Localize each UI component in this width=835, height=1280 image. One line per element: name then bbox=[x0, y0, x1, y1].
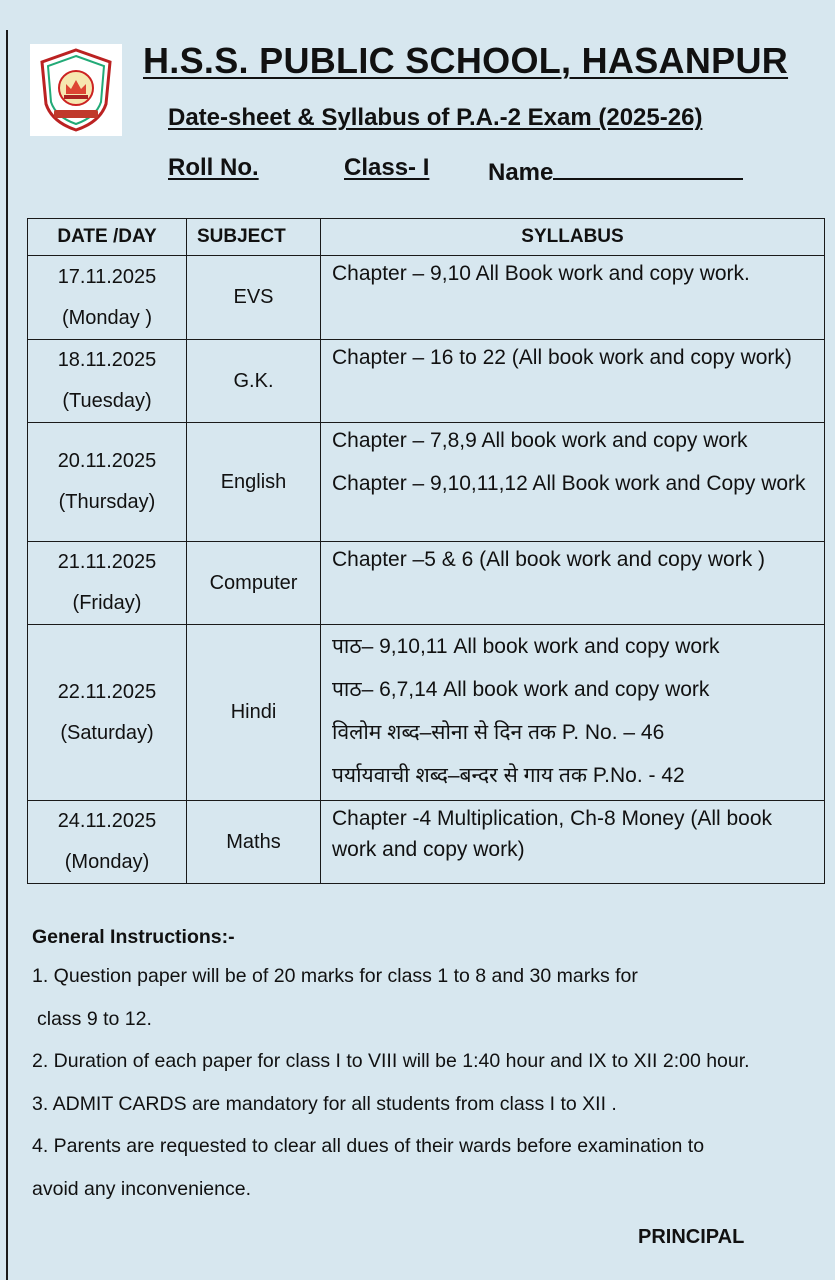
name-label: Name bbox=[488, 159, 554, 186]
exam-date: 17.11.2025 bbox=[57, 265, 157, 288]
instruction-item: avoid any inconvenience. bbox=[32, 1177, 251, 1200]
exam-date: 20.11.2025 bbox=[57, 450, 157, 472]
header-syllabus: SYLLABUS bbox=[321, 219, 825, 256]
syllabus-line: Chapter – 16 to 22 (All book work and copy work) bbox=[332, 346, 792, 369]
syllabus-cell bbox=[321, 625, 825, 801]
class-label: Class- I bbox=[344, 154, 430, 181]
instruction-item: 2. Duration of each paper for class I to VIII will be 1:40 hour and IX to XII 2:00 hour. bbox=[32, 1050, 750, 1072]
subject-cell: English bbox=[187, 423, 321, 542]
instruction-item: 1. Question paper will be of 20 marks for class 1 to 8 and 30 marks for bbox=[32, 965, 638, 987]
instruction-item: 4. Parents are requested to clear all dues of their wards before examination to bbox=[32, 1135, 705, 1157]
exam-day: (Monday ) bbox=[61, 306, 153, 329]
syllabus-cell bbox=[321, 256, 825, 340]
name-field bbox=[488, 154, 743, 187]
table-row bbox=[28, 340, 825, 423]
syllabus-line: Chapter –5 & 6 (All book work and copy work ) bbox=[332, 548, 766, 571]
subject-cell: G.K. bbox=[187, 340, 321, 423]
date-cell bbox=[28, 340, 187, 423]
table-row bbox=[28, 801, 825, 884]
date-cell bbox=[28, 625, 187, 801]
syllabus-line: Chapter -4 Multiplication, Ch-8 Money (All book work and copy work) bbox=[332, 807, 773, 861]
exam-date: 24.11.2025 bbox=[57, 810, 157, 832]
date-cell bbox=[28, 801, 187, 884]
table-header-row bbox=[28, 219, 825, 256]
exam-date: 21.11.2025 bbox=[57, 551, 157, 573]
exam-day: (Monday) bbox=[64, 851, 150, 873]
instruction-item: class 9 to 12. bbox=[37, 1007, 152, 1030]
syllabus-cell bbox=[321, 340, 825, 423]
exam-day: (Saturday) bbox=[60, 721, 154, 744]
table-row bbox=[28, 256, 825, 340]
left-border-line bbox=[6, 30, 8, 1280]
exam-day: (Thursday) bbox=[58, 491, 156, 513]
date-cell bbox=[28, 542, 187, 625]
exam-day: (Tuesday) bbox=[62, 390, 152, 412]
subject-cell: Maths bbox=[187, 801, 321, 884]
syllabus-line: Chapter – 9,10,11,12 All Book work and Copy work bbox=[332, 472, 806, 495]
name-blank-line bbox=[553, 154, 743, 180]
syllabus-line: Chapter – 7,8,9 All book work and copy work bbox=[332, 429, 748, 452]
subject-cell: EVS bbox=[187, 256, 321, 340]
school-name: H.S.S. PUBLIC SCHOOL, HASANPUR bbox=[143, 40, 789, 81]
document-subtitle: Date-sheet & Syllabus of P.A.-2 Exam (2025-26) bbox=[168, 104, 703, 131]
syllabus-line: पाठ– 9,10,11 All book work and copy work bbox=[332, 635, 720, 658]
syllabus-line: Chapter – 9,10 All Book work and copy work. bbox=[332, 262, 750, 285]
syllabus-cell bbox=[321, 801, 825, 884]
subject-cell: Hindi bbox=[187, 625, 321, 801]
syllabus-cell bbox=[321, 542, 825, 625]
exam-date: 22.11.2025 bbox=[57, 680, 157, 703]
principal-signature: PRINCIPAL bbox=[638, 1226, 745, 1248]
table-row bbox=[28, 423, 825, 542]
date-cell bbox=[28, 423, 187, 542]
instructions-heading: General Instructions:- bbox=[32, 926, 235, 948]
general-instructions bbox=[32, 926, 822, 1210]
exam-date: 18.11.2025 bbox=[57, 349, 157, 371]
roll-no-label: Roll No. bbox=[168, 154, 259, 181]
table-row bbox=[28, 542, 825, 625]
subject-cell: Computer bbox=[187, 542, 321, 625]
date-sheet-table bbox=[27, 218, 825, 884]
date-cell bbox=[28, 256, 187, 340]
instruction-item: 3. ADMIT CARDS are mandatory for all students from class I to XII . bbox=[32, 1092, 617, 1115]
header-subject: SUBJECT bbox=[187, 219, 321, 256]
syllabus-line: पर्यायवाची शब्द–बन्दर से गाय तक P.No. - 42 bbox=[332, 764, 685, 787]
syllabus-cell bbox=[321, 423, 825, 542]
syllabus-line: विलोम शब्द–सोना से दिन तक P. No. – 46 bbox=[332, 721, 665, 744]
header-date-day: DATE /DAY bbox=[28, 219, 187, 256]
school-logo bbox=[30, 44, 122, 136]
exam-day: (Friday) bbox=[72, 592, 142, 614]
table-row bbox=[28, 625, 825, 801]
syllabus-line: पाठ– 6,7,14 All book work and copy work bbox=[332, 678, 710, 701]
